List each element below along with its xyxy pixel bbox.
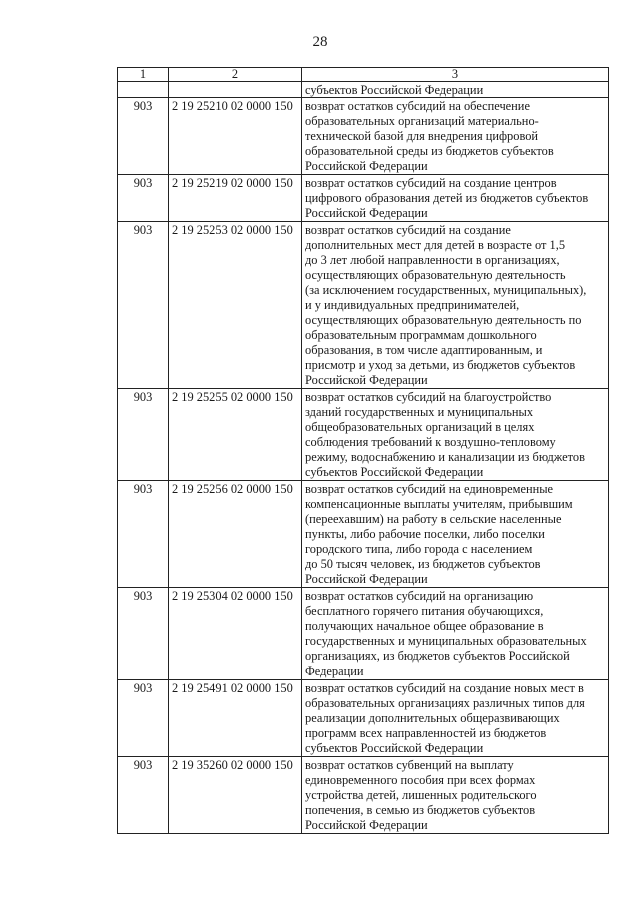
description-cell	[302, 389, 609, 481]
description-cell	[302, 588, 609, 680]
budget-classification-table	[117, 67, 609, 834]
admin-code-cell: 903	[118, 389, 169, 481]
column-header-1: 1	[118, 68, 169, 82]
table-row	[118, 222, 609, 389]
table-row	[118, 98, 609, 175]
table-row	[118, 757, 609, 834]
budget-code-cell: 2 19 25219 02 0000 150	[169, 175, 302, 222]
description-line: компенсационные выплаты учителям, прибывшим	[305, 497, 573, 511]
description-line: образовательной среды из бюджетов субъектов	[305, 144, 554, 158]
table-row	[118, 389, 609, 481]
budget-code-cell: 2 19 25256 02 0000 150	[169, 481, 302, 588]
description-line: бесплатного горячего питания обучающихся,	[305, 604, 544, 618]
description-line: единовременного пособия при всех формах	[305, 773, 536, 787]
description-line: возврат остатков субсидий на единовременные	[305, 482, 554, 496]
description-line: режиму, водоснабжению и канализации из бюджетов	[305, 450, 585, 464]
description-line: государственных и муниципальных образовательных	[305, 634, 587, 648]
description-line: общеобразовательных организаций в целях	[305, 420, 535, 434]
budget-code-cell: 2 19 25210 02 0000 150	[169, 98, 302, 175]
description-line: устройства детей, лишенных родительского	[305, 788, 537, 802]
description-line: субъектов Российской Федерации	[305, 465, 484, 479]
description-line: Российской Федерации	[305, 572, 428, 586]
continuation-description: субъектов Российской Федерации	[302, 82, 609, 98]
continuation-code-cell	[118, 82, 169, 98]
description-line: осуществляющих образовательную деятельность	[305, 268, 566, 282]
continuation-kbk-cell	[169, 82, 302, 98]
page-number: 28	[312, 34, 328, 50]
admin-code-cell: 903	[118, 175, 169, 222]
description-cell	[302, 757, 609, 834]
description-line: получающих начальное общее образование в	[305, 619, 544, 633]
admin-code-cell: 903	[118, 588, 169, 680]
admin-code-cell: 903	[118, 222, 169, 389]
description-line: образовательных организациях различных типов для	[305, 696, 585, 710]
description-line: возврат остатков субсидий на создание новых мест в	[305, 681, 584, 695]
description-line: до 3 лет любой направленности в организациях,	[305, 253, 560, 267]
table-header-row	[118, 68, 609, 82]
budget-code-cell: 2 19 25253 02 0000 150	[169, 222, 302, 389]
description-line: попечения, в семью из бюджетов субъектов	[305, 803, 536, 817]
description-line: Федерации	[305, 664, 364, 678]
description-cell	[302, 680, 609, 757]
description-line: Российской Федерации	[305, 818, 428, 832]
description-line: субъектов Российской Федерации	[305, 741, 484, 755]
description-line: до 50 тысяч человек, из бюджетов субъектов	[305, 557, 541, 571]
description-line: программ всех направленностей из бюджетов	[305, 726, 547, 740]
table-body	[118, 98, 609, 834]
budget-code-cell: 2 19 25491 02 0000 150	[169, 680, 302, 757]
budget-code-cell: 2 19 35260 02 0000 150	[169, 757, 302, 834]
description-line: цифрового образования детей из бюджетов субъектов	[305, 191, 589, 205]
admin-code-cell: 903	[118, 481, 169, 588]
description-line: Российской Федерации	[305, 159, 428, 173]
admin-code-cell: 903	[118, 680, 169, 757]
description-line: возврат остатков субсидий на организацию	[305, 589, 534, 603]
description-cell	[302, 481, 609, 588]
description-line: дополнительных мест для детей в возрасте от 1,5	[305, 238, 566, 252]
table-row	[118, 175, 609, 222]
description-line: зданий государственных и муниципальных	[305, 405, 534, 419]
description-line: Российской Федерации	[305, 206, 428, 220]
description-line: и у индивидуальных предпринимателей,	[305, 298, 520, 312]
description-line: соблюдения требований к воздушно-тепловому	[305, 435, 556, 449]
description-line: технической базой для внедрения цифровой	[305, 129, 539, 143]
description-line: реализации дополнительных общеразвивающих	[305, 711, 560, 725]
description-line: возврат остатков субсидий на создание центров	[305, 176, 557, 190]
budget-code-cell: 2 19 25255 02 0000 150	[169, 389, 302, 481]
description-line: возврат остатков субсидий на благоустройство	[305, 390, 552, 404]
description-cell	[302, 98, 609, 175]
budget-code-cell: 2 19 25304 02 0000 150	[169, 588, 302, 680]
description-line: организациях, из бюджетов субъектов Российской	[305, 649, 570, 663]
description-line: возврат остатков субсидий на создание	[305, 223, 511, 237]
column-header-2: 2	[169, 68, 302, 82]
description-line: возврат остатков субсидий на обеспечение	[305, 99, 530, 113]
description-line: (за исключением государственных, муниципальных),	[305, 283, 587, 297]
description-cell	[302, 175, 609, 222]
table-row	[118, 680, 609, 757]
description-cell	[302, 222, 609, 389]
admin-code-cell: 903	[118, 98, 169, 175]
description-line: возврат остатков субвенций на выплату	[305, 758, 514, 772]
continuation-row	[118, 82, 609, 98]
table-row	[118, 481, 609, 588]
description-line: (переехавшим) на работу в сельские населенные	[305, 512, 562, 526]
description-line: образовательных организаций материально-	[305, 114, 539, 128]
description-line: осуществляющих образовательную деятельность по	[305, 313, 582, 327]
description-line: городского типа, либо города с населением	[305, 542, 533, 556]
admin-code-cell: 903	[118, 757, 169, 834]
description-line: пункты, либо рабочие поселки, либо поселки	[305, 527, 545, 541]
description-line: образовательным программам дошкольного	[305, 328, 537, 342]
table-row	[118, 588, 609, 680]
description-line: образования, в том числе адаптированным, и	[305, 343, 543, 357]
description-line: присмотр и уход за детьми, из бюджетов субъектов	[305, 358, 576, 372]
description-line: Российской Федерации	[305, 373, 428, 387]
column-header-3: 3	[302, 68, 609, 82]
